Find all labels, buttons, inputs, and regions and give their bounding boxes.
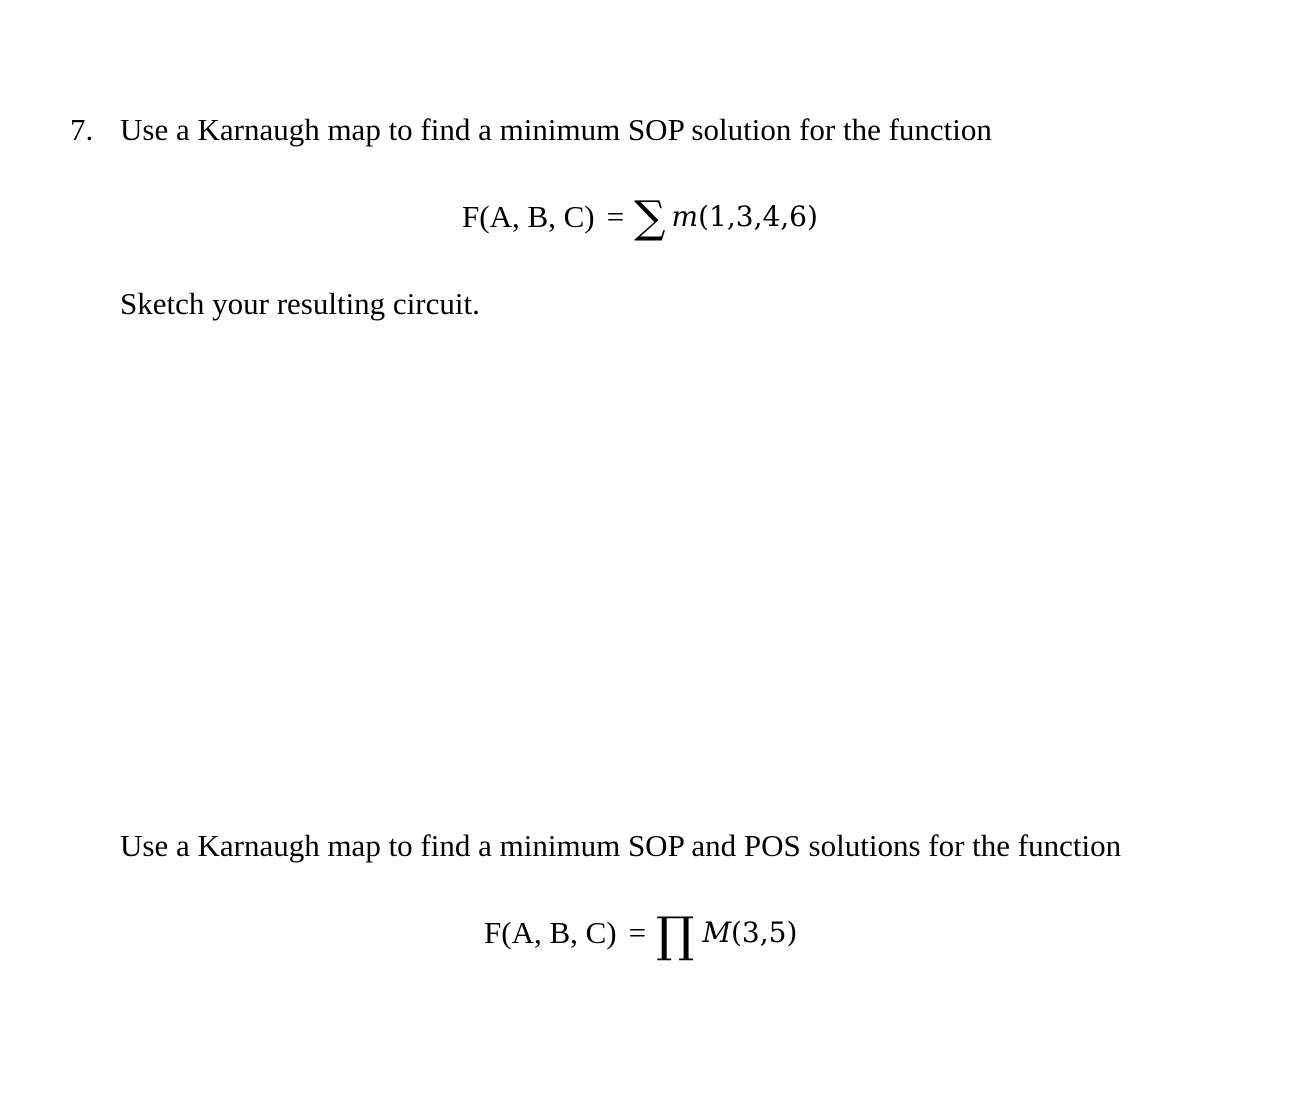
maxterm-list: (3,5) — [731, 916, 798, 949]
product-symbol: ∏ — [656, 907, 695, 963]
question-number: 7. — [70, 112, 94, 147]
question-prompt: Use a Karnaugh map to find a minimum SOP solution for the function — [120, 112, 992, 147]
equals-sign: = — [606, 199, 625, 234]
sop-equation — [462, 192, 818, 243]
question-prompt-2: Use a Karnaugh map to find a minimum SOP and POS solutions for the function — [120, 828, 1122, 863]
equals-sign-2: = — [628, 915, 647, 950]
maxterm-function: M — [702, 916, 731, 949]
pos-equation — [484, 907, 798, 963]
equation-lhs: F(A, B, C) — [462, 199, 595, 234]
minterm-list: (1,3,4,6) — [698, 200, 818, 233]
minterm-function: m — [671, 200, 699, 233]
sketch-instruction: Sketch your resulting circuit. — [120, 286, 480, 321]
equation-lhs-2: F(A, B, C) — [484, 915, 617, 950]
summation-symbol: ∑ — [634, 192, 666, 243]
